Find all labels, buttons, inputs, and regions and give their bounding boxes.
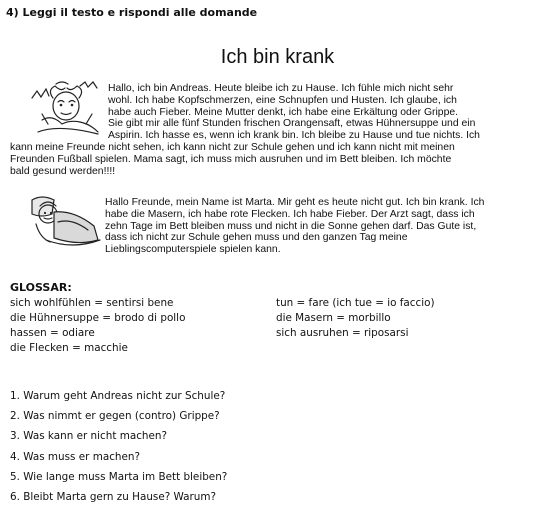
paragraph-line: habe auch Fieber. Meine Mutter denkt, ich habe eine Erkältung oder Grippe.: [108, 106, 459, 118]
paragraph-line: dass ich nicht zur Schule gehen muss und den ganzen Tag meine: [105, 232, 408, 244]
question-item: 4. Was muss er machen?: [10, 450, 140, 463]
glossary-title: GLOSSAR:: [10, 281, 72, 294]
paragraph-line: Lieblingscomputerspiele spielen kann.: [105, 244, 281, 256]
paragraph-line: Hallo, ich bin Andreas. Heute bleibe ich zu Hause. Ich fühle mich nicht sehr: [108, 83, 454, 94]
paragraph-line: Hallo Freunde, mein Name ist Marta. Mir geht es heute nicht gut. Ich bin krank. Ich: [105, 197, 485, 208]
paragraph-line: habe die Masern, ich habe rote Flecken. Ich habe Fieber. Der Arzt sagt, dass ich: [105, 208, 475, 220]
question-item: 6. Bleibt Marta gern zu Hause? Warum?: [10, 491, 217, 504]
question-item: 1. Warum geht Andreas nicht zur Schule?: [10, 390, 226, 402]
glossary-entry: sich ausruhen = riposarsi: [276, 327, 409, 339]
question-list: [10, 386, 227, 507]
text-title: Ich bin krank: [220, 46, 335, 68]
paragraph-andreas: [0, 83, 480, 177]
glossary-entry: sich wohlfühlen = sentirsi bene: [10, 297, 174, 309]
paragraph-line: bald gesund werden!!!!: [10, 165, 116, 177]
paragraph-line: Aspirin. Ich hasse es, wenn ich krank bin. Ich bleibe zu Hause und tue nichts. Ich: [108, 130, 480, 142]
glossary-entry: die Hühnersuppe = brodo di pollo: [10, 312, 186, 324]
paragraph-marta: [0, 197, 484, 256]
paragraph-line: Sie gibt mir alle fünf Stunden frischen Orangensaft, etwas Hühnersuppe und ein: [108, 118, 476, 130]
exercise-instruction: 4) Leggi il testo e rispondi alle domande: [6, 6, 258, 19]
glossary-entry: die Flecken = macchie: [10, 342, 128, 354]
question-item: 5. Wie lange muss Marta im Bett bleiben?: [10, 470, 228, 483]
question-item: 2. Was nimmt er gegen (contro) Grippe?: [10, 410, 220, 423]
paragraph-line: Freunden Fußball spielen. Mama sagt, ich muss mich ausruhen und im Bett bleiben. Ich möchte: [10, 153, 452, 165]
glossary-right-column: [276, 296, 435, 341]
paragraph-line: wohl. Ich habe Kopfschmerzen, eine Schnupfen und Husten. Ich glaube, ich: [108, 94, 457, 106]
glossary-entry: tun = fare (ich tue = io faccio): [276, 297, 435, 309]
paragraph-line: kann meine Freunde nicht sehen, ich kann nicht zur Schule gehen und ich kann nicht mit meinen: [10, 141, 455, 153]
glossary-entry: hassen = odiare: [10, 327, 95, 339]
paragraph-line: zehn Tage im Bett bleiben muss und nicht in die Sonne gehen darf. Das Gute ist,: [105, 220, 477, 232]
glossary-left-column: [10, 296, 185, 356]
glossary-entry: die Masern = morbillo: [276, 312, 391, 324]
question-item: 3. Was kann er nicht machen?: [10, 430, 167, 443]
